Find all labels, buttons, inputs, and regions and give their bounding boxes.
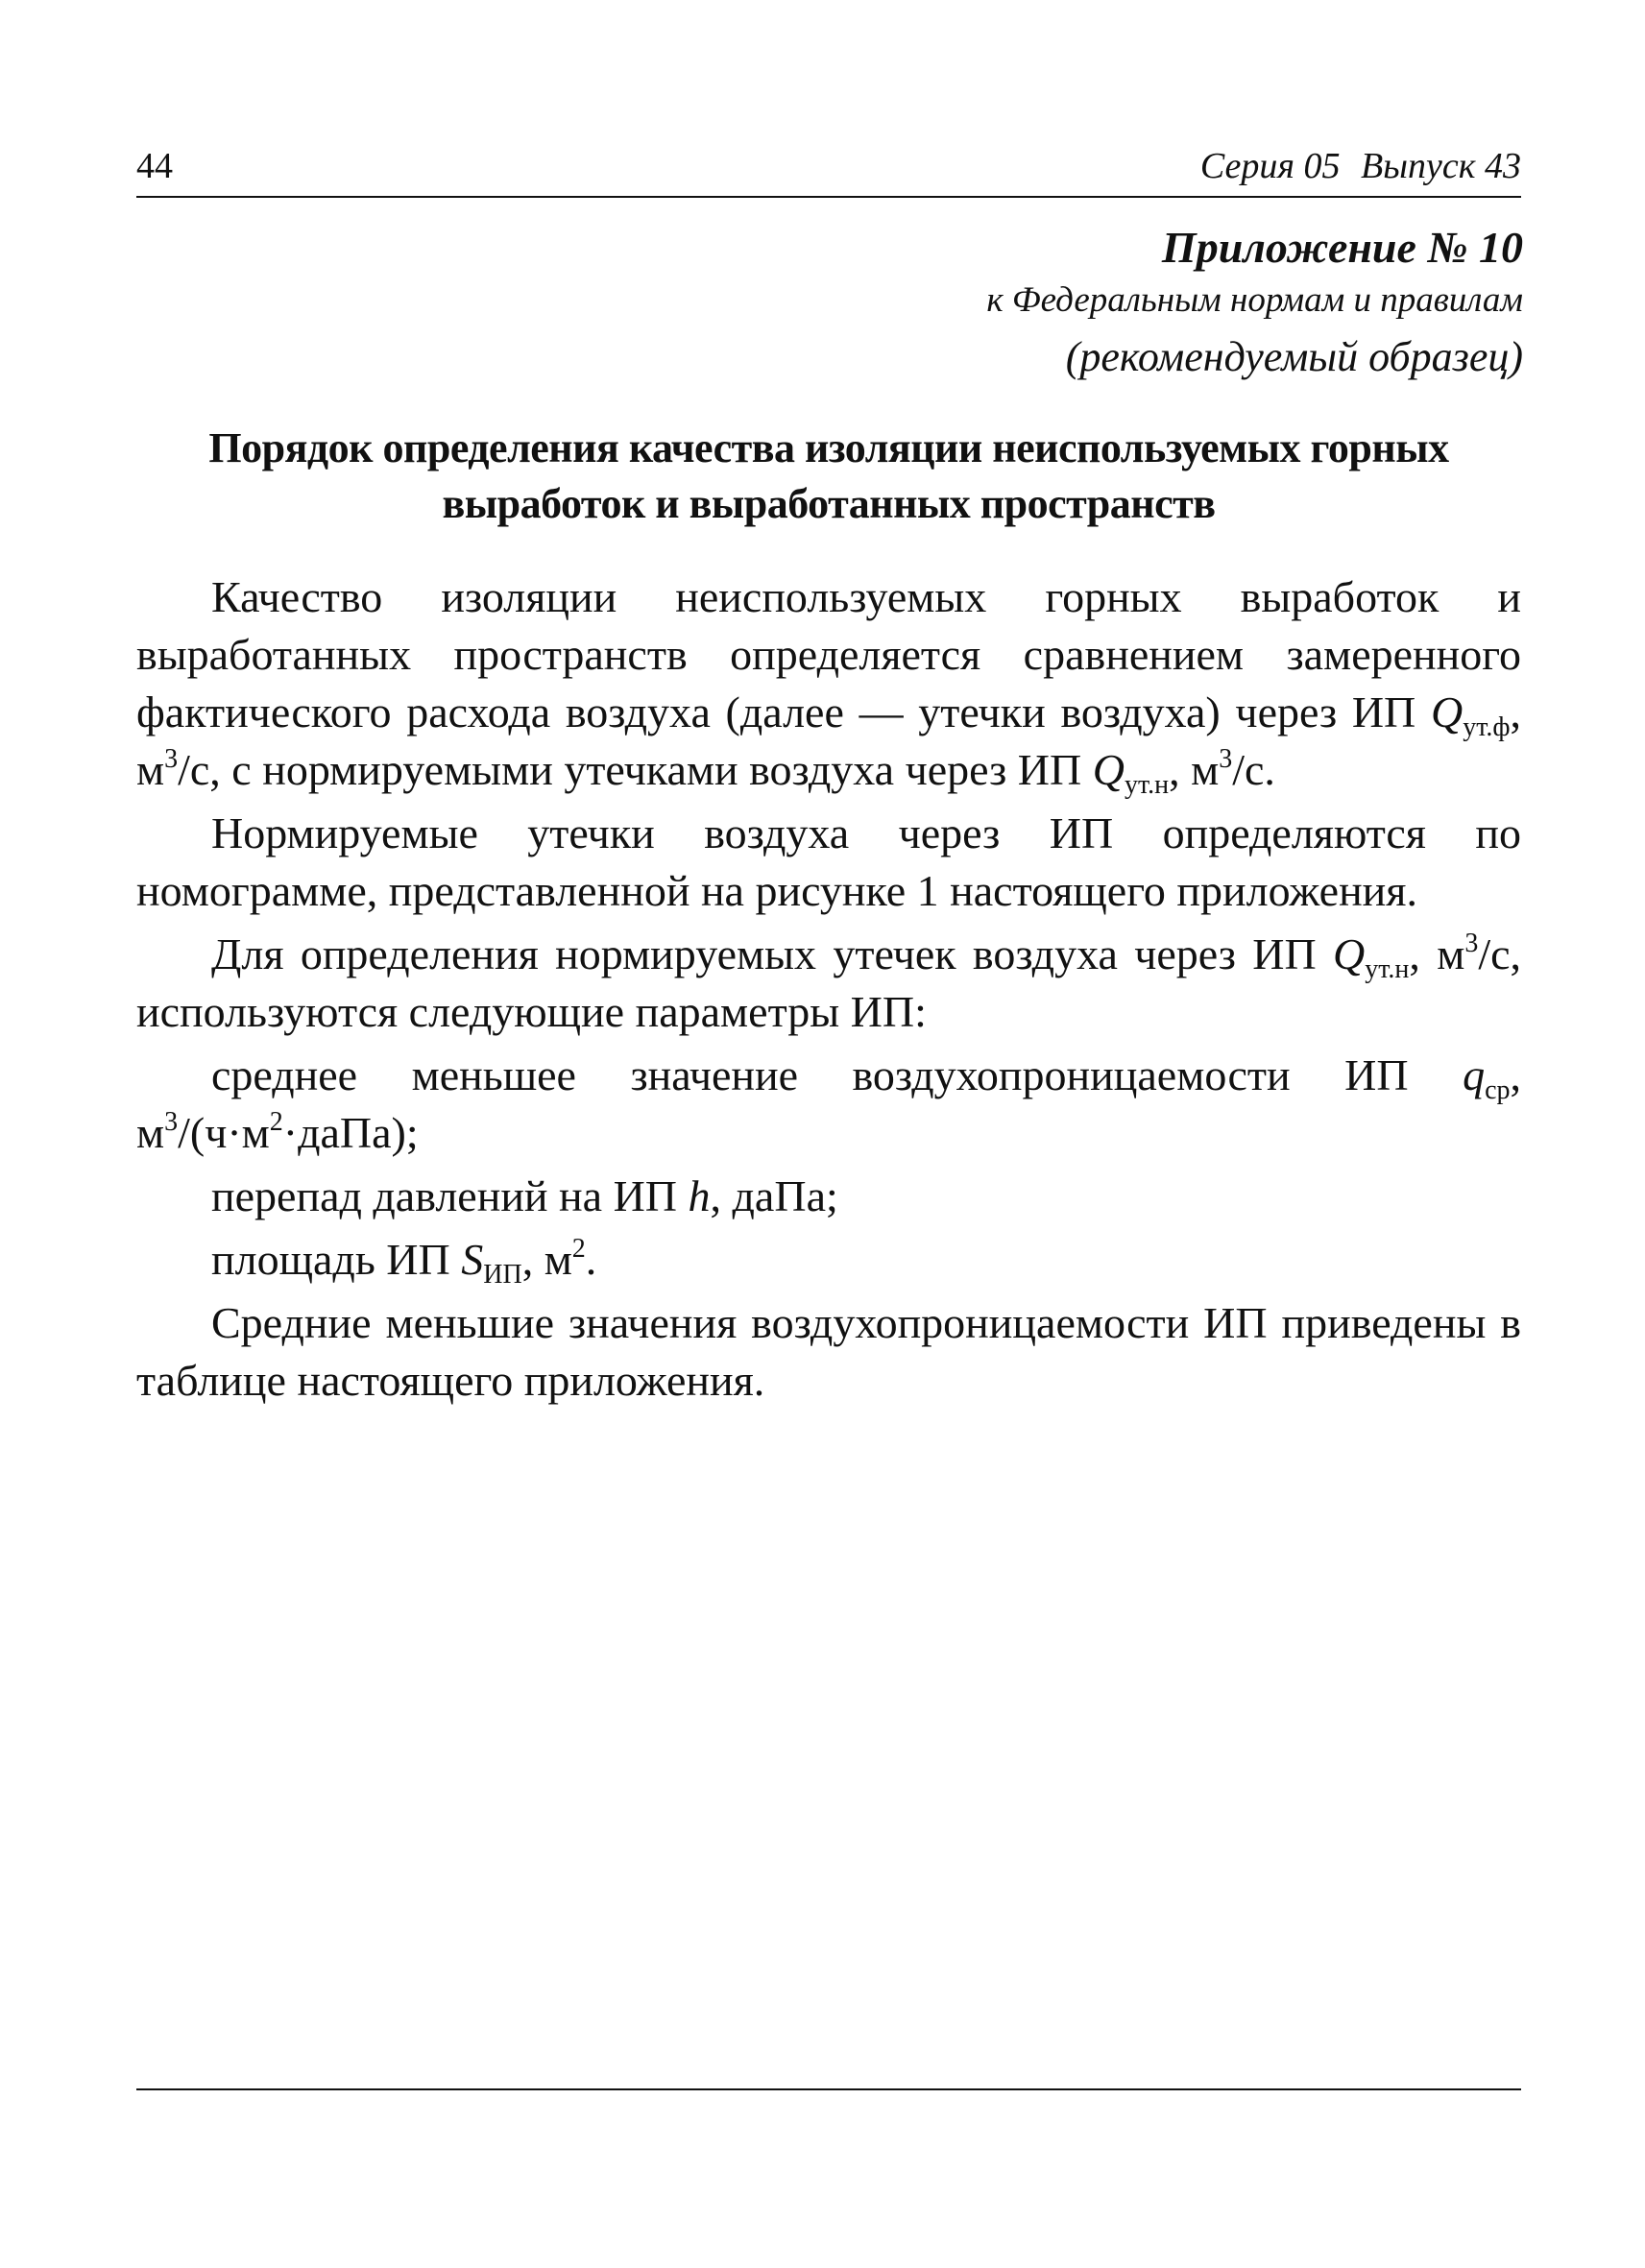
- series-issue-label: [1200, 142, 1521, 190]
- paragraph-1-text: Качество изоляции неиспользуемых горных выработок и выработанных пространств определяется сравнением замеренного фактического расхода воздуха (далее — утечки воздуха) через ИП: [136, 572, 1521, 736]
- var-q-actual-sub: ут.ф: [1463, 712, 1511, 742]
- unit-4c: ·даПа);: [282, 1108, 419, 1157]
- unit-1b: /с, с нормируемыми утечками воздуха через ИП: [178, 745, 1082, 794]
- var-h: h: [688, 1171, 711, 1220]
- appendix-block: [986, 219, 1523, 386]
- paragraph-4-text: среднее меньшее значение воздухопроницаемости ИП: [211, 1050, 1409, 1099]
- paragraph-2: Нормируемые утечки воздуха через ИП определяются по номограмме, представленной на рисунке 1 настоящего приложения.: [136, 808, 1521, 915]
- appendix-title: Приложение № 10: [1161, 223, 1523, 272]
- document-title-line-1: Порядок определения качества изоляции неиспользуемых горных: [208, 424, 1449, 471]
- page-number: 44: [136, 146, 173, 186]
- paragraph-7: Средние меньшие значения воздухопроницаемости ИП приведены в таблице настоящего приложения.: [136, 1298, 1521, 1405]
- unit-6a: , м: [521, 1235, 572, 1284]
- var-q-actual: Q: [1430, 688, 1464, 736]
- series-label: Серия 05: [1199, 146, 1341, 186]
- var-q-avg: q: [1463, 1050, 1486, 1099]
- paragraph-5: [136, 1168, 1521, 1225]
- paragraph-3: [136, 926, 1521, 1041]
- unit-4-sup-1: 3: [164, 1107, 179, 1137]
- unit-4a: , м: [136, 1050, 1521, 1157]
- bottom-rule: [136, 2088, 1521, 2090]
- unit-2-sup: 3: [1219, 744, 1233, 774]
- body-text: [136, 568, 1521, 1410]
- var-q-avg-sub: ср: [1485, 1075, 1511, 1105]
- var-q-norm-2-sub: ут.н: [1365, 954, 1410, 984]
- document-title: [136, 421, 1521, 532]
- var-q-norm: Q: [1092, 745, 1125, 794]
- appendix-type: (рекомендуемый образец): [1065, 333, 1523, 380]
- unit-3a: , м: [1409, 929, 1465, 978]
- unit-4b: /(ч·м: [178, 1108, 270, 1157]
- document-title-line-2: выработок и выработанных пространств: [442, 480, 1216, 527]
- unit-6-sup: 2: [571, 1234, 586, 1264]
- unit-3b: /с, используются следующие параметры ИП:: [136, 929, 1522, 1036]
- unit-2a: , м: [1169, 745, 1220, 794]
- var-s: S: [461, 1235, 484, 1284]
- paragraph-4: [136, 1047, 1521, 1162]
- unit-3-sup: 3: [1464, 929, 1479, 958]
- issue-label: Выпуск 43: [1361, 146, 1521, 186]
- paragraph-6: [136, 1231, 1521, 1289]
- running-header: [136, 142, 1521, 198]
- var-s-sub: ИП: [483, 1260, 522, 1290]
- paragraph-6-text: площадь ИП: [211, 1235, 450, 1284]
- var-q-norm-2: Q: [1333, 929, 1366, 978]
- paragraph-5-text: перепад давлений на ИП: [211, 1171, 678, 1220]
- unit-1-sup: 3: [164, 744, 179, 774]
- unit-6b: .: [585, 1235, 597, 1284]
- unit-4-sup-2: 2: [269, 1107, 283, 1137]
- paragraph-1: [136, 568, 1521, 799]
- appendix-subtitle: к Федеральным нормам и правилам: [986, 280, 1523, 320]
- paragraph-3-text: Для определения нормируемых утечек воздуха через ИП: [211, 929, 1317, 978]
- unit-5: , даПа;: [710, 1171, 838, 1220]
- var-q-norm-sub: ут.н: [1124, 770, 1170, 800]
- unit-1a: , м: [136, 688, 1521, 794]
- unit-2b: /с.: [1232, 745, 1275, 794]
